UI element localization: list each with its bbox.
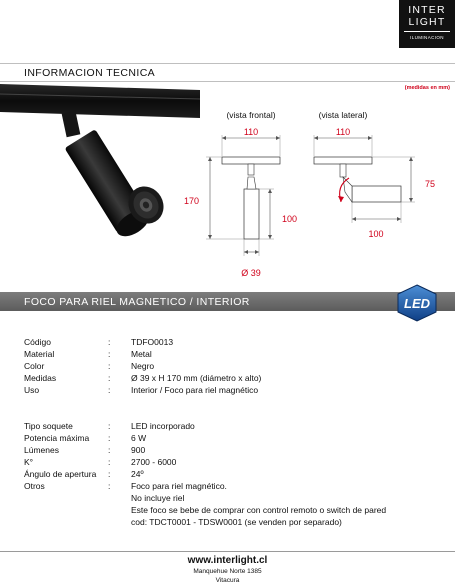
spec-separator: : (108, 373, 111, 383)
spec-value: 24º (131, 469, 144, 479)
spec-value: Foco para riel magnético. (131, 481, 227, 491)
spec-value: TDFO0013 (131, 337, 174, 347)
spec-separator: : (108, 481, 111, 491)
spec-value: Metal (131, 349, 152, 359)
logo-line-2: LIGHT (408, 16, 446, 28)
front-view-label: (vista frontal) (226, 110, 276, 120)
spec-separator: : (108, 433, 111, 443)
spec-key: Ángulo de apertura (24, 469, 97, 479)
spec-note-text: cod: TDCT0001 - TDSW0001 (se venden por separado) (131, 517, 342, 527)
spec-key: Otros (24, 481, 45, 491)
section-divider-top (0, 63, 455, 64)
side-view-label: (vista lateral) (318, 110, 368, 120)
spec-note-text: Este foco se bebe de comprar con control remoto o switch de pared (131, 505, 387, 515)
spec-separator: : (108, 337, 111, 347)
side-depth-value: 75 (425, 179, 436, 189)
logo-rule (404, 31, 450, 32)
spec-note-text: No incluye riel (131, 493, 185, 503)
spec-key: Potencia máxima (24, 433, 90, 443)
brand-logo (399, 0, 455, 48)
spec-separator: : (108, 457, 111, 467)
spec-value: LED incorporado (131, 421, 195, 431)
footer-divider (0, 551, 455, 552)
logo-line-3: ILUMINACION (410, 35, 444, 40)
spec-key: Lúmenes (24, 445, 59, 455)
measure-note: (medidas en mm) (404, 85, 450, 91)
spec-value: Negro (131, 361, 155, 371)
section-title: INFORMACION TECNICA (24, 67, 156, 79)
spec-key: Código (24, 337, 51, 347)
spec-key: Tipo soquete (24, 421, 73, 431)
spec-key: Color (24, 361, 45, 371)
technical-drawing (0, 82, 455, 287)
footer-address: Manquehue Norte 1385 (193, 568, 262, 575)
front-view (184, 127, 297, 278)
total-height-value: 170 (184, 196, 200, 206)
spec-value: Interior / Foco para riel magnético (131, 385, 259, 395)
spec-separator: : (108, 361, 111, 371)
footer-city: Vitacura (215, 577, 240, 584)
led-badge-text: LED (404, 296, 430, 311)
front-width-value: 110 (243, 127, 259, 137)
body-height-value: 100 (282, 214, 298, 224)
footer-website-link[interactable]: www.interlight.cl (187, 555, 268, 566)
spec-value: 6 W (131, 433, 147, 443)
spec-separator: : (108, 421, 111, 431)
side-width-value: 110 (335, 127, 351, 137)
logo-line-1: INTER (408, 4, 446, 16)
spec-separator: : (108, 445, 111, 455)
spec-value: 900 (131, 445, 146, 455)
spec-key: K° (24, 457, 34, 467)
side-view (314, 127, 435, 239)
category-title: FOCO PARA RIEL MAGNETICO / INTERIOR (24, 296, 250, 308)
spec-separator: : (108, 469, 111, 479)
spec-value: Ø 39 x H 170 mm (diámetro x alto) (131, 373, 262, 383)
spec-key: Material (24, 349, 55, 359)
spec-separator: : (108, 385, 111, 395)
spec-key: Uso (24, 385, 40, 395)
spec-separator: : (108, 349, 111, 359)
spec-key: Medidas (24, 373, 57, 383)
spec-value: 2700 - 6000 (131, 457, 177, 467)
led-badge-icon (396, 284, 438, 322)
side-length-value: 100 (368, 229, 384, 239)
diameter-value: Ø 39 (241, 268, 261, 278)
